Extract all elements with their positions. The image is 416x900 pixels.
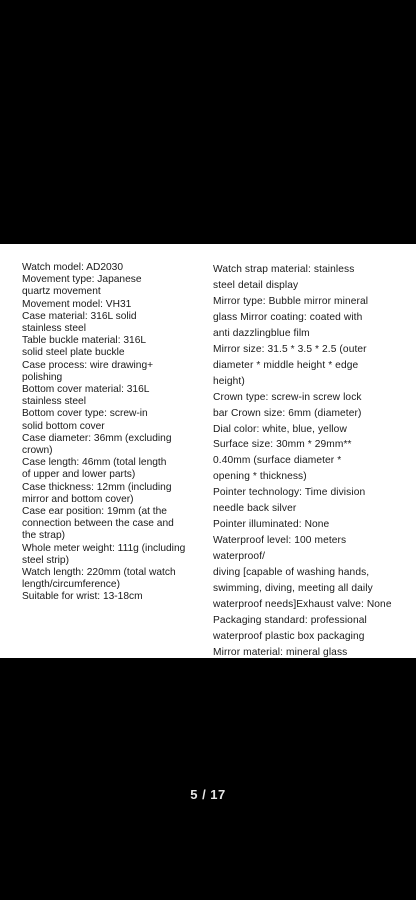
spec-line: Movement model: VH31: [22, 298, 132, 310]
spec-line: bar Crown size: 6mm (diameter): [213, 407, 362, 419]
spec-line: connection between the case and: [22, 518, 174, 530]
spec-line: Bottom cover material: 316L: [22, 384, 150, 396]
spec-line: Mirror type: Bubble mirror mineral: [213, 295, 369, 307]
spec-line: solid bottom cover: [22, 420, 105, 432]
spec-line: Table buckle material: 316L: [22, 335, 147, 347]
spec-line: Pointer technology: Time division: [213, 487, 366, 499]
spec-line: Watch model: AD2030: [22, 262, 123, 273]
spec-line: mirror and bottom cover): [22, 493, 134, 505]
spec-line: Mirror size: 31.5 * 3.5 * 2.5 (outer: [213, 343, 367, 355]
spec-line: Crown type: screw-in screw lock: [213, 391, 362, 403]
spec-line: Case diameter: 36mm (excluding: [22, 432, 172, 444]
spec-line: quartz movement: [22, 286, 101, 298]
page-indicator: 5 / 17: [190, 787, 226, 802]
spec-line: swimming, diving, meeting all daily: [213, 583, 373, 595]
spec-line: Case material: 316L solid: [22, 310, 137, 322]
spec-line: diameter * middle height * edge: [213, 359, 359, 371]
spec-line: Suitable for wrist: 13-18cm: [22, 591, 143, 603]
spec-line: Waterproof level: 100 meters: [213, 535, 347, 547]
spec-line: solid steel plate buckle: [22, 347, 125, 359]
spec-line: height): [213, 375, 245, 387]
spec-line: Watch strap material: stainless: [213, 264, 355, 275]
spec-line: Bottom cover type: screw-in: [22, 408, 148, 420]
spec-line: Dial color: white, blue, yellow: [213, 423, 347, 435]
spec-line: stainless steel: [22, 396, 86, 408]
spec-line: Case process: wire drawing+: [22, 359, 154, 371]
spec-line: Pointer illuminated: None: [213, 519, 330, 531]
spec-line: Mirror material: mineral glass: [213, 646, 348, 658]
spec-line: waterproof needs]Exhaust valve: None: [213, 599, 392, 611]
spec-line: waterproof plastic box packaging: [213, 630, 365, 642]
spec-column-right: [213, 262, 413, 661]
spec-line: stainless steel: [22, 323, 86, 335]
spec-line: Watch length: 220mm (total watch: [22, 567, 176, 579]
spec-line: the strap): [22, 530, 66, 542]
spec-line: Whole meter weight: 111g (including: [22, 542, 186, 554]
spec-line: steel strip): [22, 554, 69, 566]
spec-column-left: [22, 262, 208, 604]
spec-line: length/circumference): [22, 579, 120, 591]
spec-line: polishing: [22, 371, 63, 383]
spec-line: Packaging standard: professional: [213, 614, 367, 626]
spec-line: Case length: 46mm (total length: [22, 457, 167, 469]
spec-line: Case thickness: 12mm (including: [22, 481, 172, 493]
spec-line: Surface size: 30mm * 29mm**: [213, 439, 352, 451]
spec-line: needle back silver: [213, 503, 297, 515]
product-spec-image[interactable]: [0, 244, 416, 658]
spec-line: 0.40mm (surface diameter *: [213, 455, 342, 467]
spec-line: waterproof/: [213, 551, 266, 563]
spec-line: crown): [22, 445, 53, 457]
spec-line: of upper and lower parts): [22, 469, 136, 481]
spec-line: Case ear position: 19mm (at the: [22, 506, 167, 518]
spec-line: Movement type: Japanese: [22, 274, 142, 286]
spec-line: opening * thickness): [213, 471, 307, 483]
spec-line: diving [capable of washing hands,: [213, 567, 370, 579]
spec-line: glass Mirror coating: coated with: [213, 311, 363, 323]
spec-line: anti dazzlingblue film: [213, 327, 310, 339]
spec-line: steel detail display: [213, 279, 299, 291]
